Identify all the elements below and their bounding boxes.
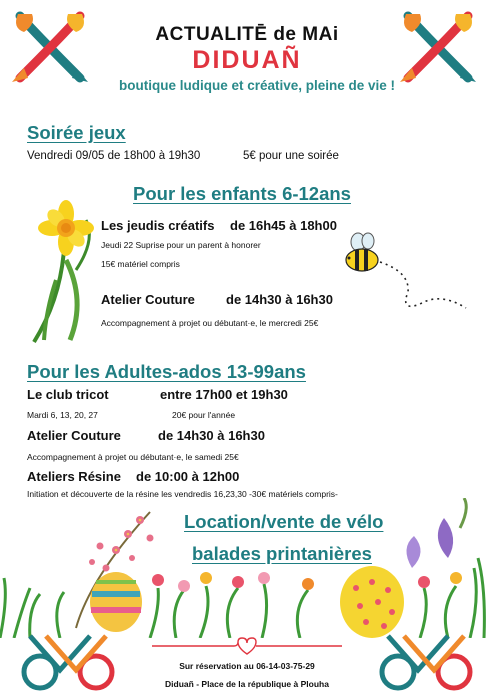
couture-kids-detail: Accompagnement à projet ou débutant·e, le mercredi 25€ — [101, 318, 319, 328]
tricot-dates: Mardi 6, 13, 20, 27 — [27, 410, 98, 420]
jeudis-title: Les jeudis créatifs — [101, 218, 215, 233]
couture-adult-title: Atelier Couture — [27, 428, 121, 443]
adultes-heading: Pour les Adultes-ados 13-99ans — [27, 361, 306, 382]
footer-phone: Sur réservation au 06-14-03-75-29 — [179, 661, 315, 671]
footer-address: Diduañ - Place de la république à Plouha — [165, 679, 329, 689]
couture-kids-time: de 14h30 à 16h30 — [226, 292, 333, 307]
couture-adult-detail: Accompagnement à projet ou débutant·e, le samedi 25€ — [27, 452, 239, 462]
jeudi22-note: Jeudi 22 Suprise pour un parent à honorer — [101, 240, 261, 250]
couture-kids-title: Atelier Couture — [101, 292, 195, 307]
soiree-heading: Soirée jeux — [27, 122, 126, 143]
soiree-price: 5€ pour une soirée — [243, 150, 339, 162]
tricot-title: Le club tricot — [27, 387, 109, 402]
brand-name: DIDUAÑ — [192, 46, 302, 74]
soiree-detail: Vendredi 09/05 de 18h00 à 19h30 — [27, 150, 201, 162]
jeudis-time: de 16h45 à 18h00 — [230, 218, 337, 233]
heart-divider-icon — [152, 636, 342, 656]
bee-icon — [340, 232, 470, 316]
resine-time: de 10:00 à 12h00 — [136, 469, 240, 484]
resine-title: Ateliers Résine — [27, 469, 121, 484]
velo-line1: Location/vente de vélo — [184, 511, 384, 532]
enfants-heading: Pour les enfants 6-12ans — [133, 183, 351, 204]
tricot-time: entre 17h00 et 19h30 — [160, 387, 288, 402]
page-title: ACTUALITĒ de MAi — [155, 24, 339, 45]
daffodil-icon — [26, 200, 106, 346]
materiel-note: 15€ matériel compris — [101, 259, 180, 269]
tagline: boutique ludique et créative, pleine de vie ! — [118, 78, 396, 93]
resine-detail: Initiation et découverte de la résine les vendredis 16,23,30 -30€ matériels compris- — [27, 489, 338, 499]
couture-adult-time: de 14h30 à 16h30 — [158, 428, 265, 443]
velo-line2: balades printanières — [192, 543, 372, 564]
tricot-price: 20€ pour l'année — [172, 410, 236, 420]
